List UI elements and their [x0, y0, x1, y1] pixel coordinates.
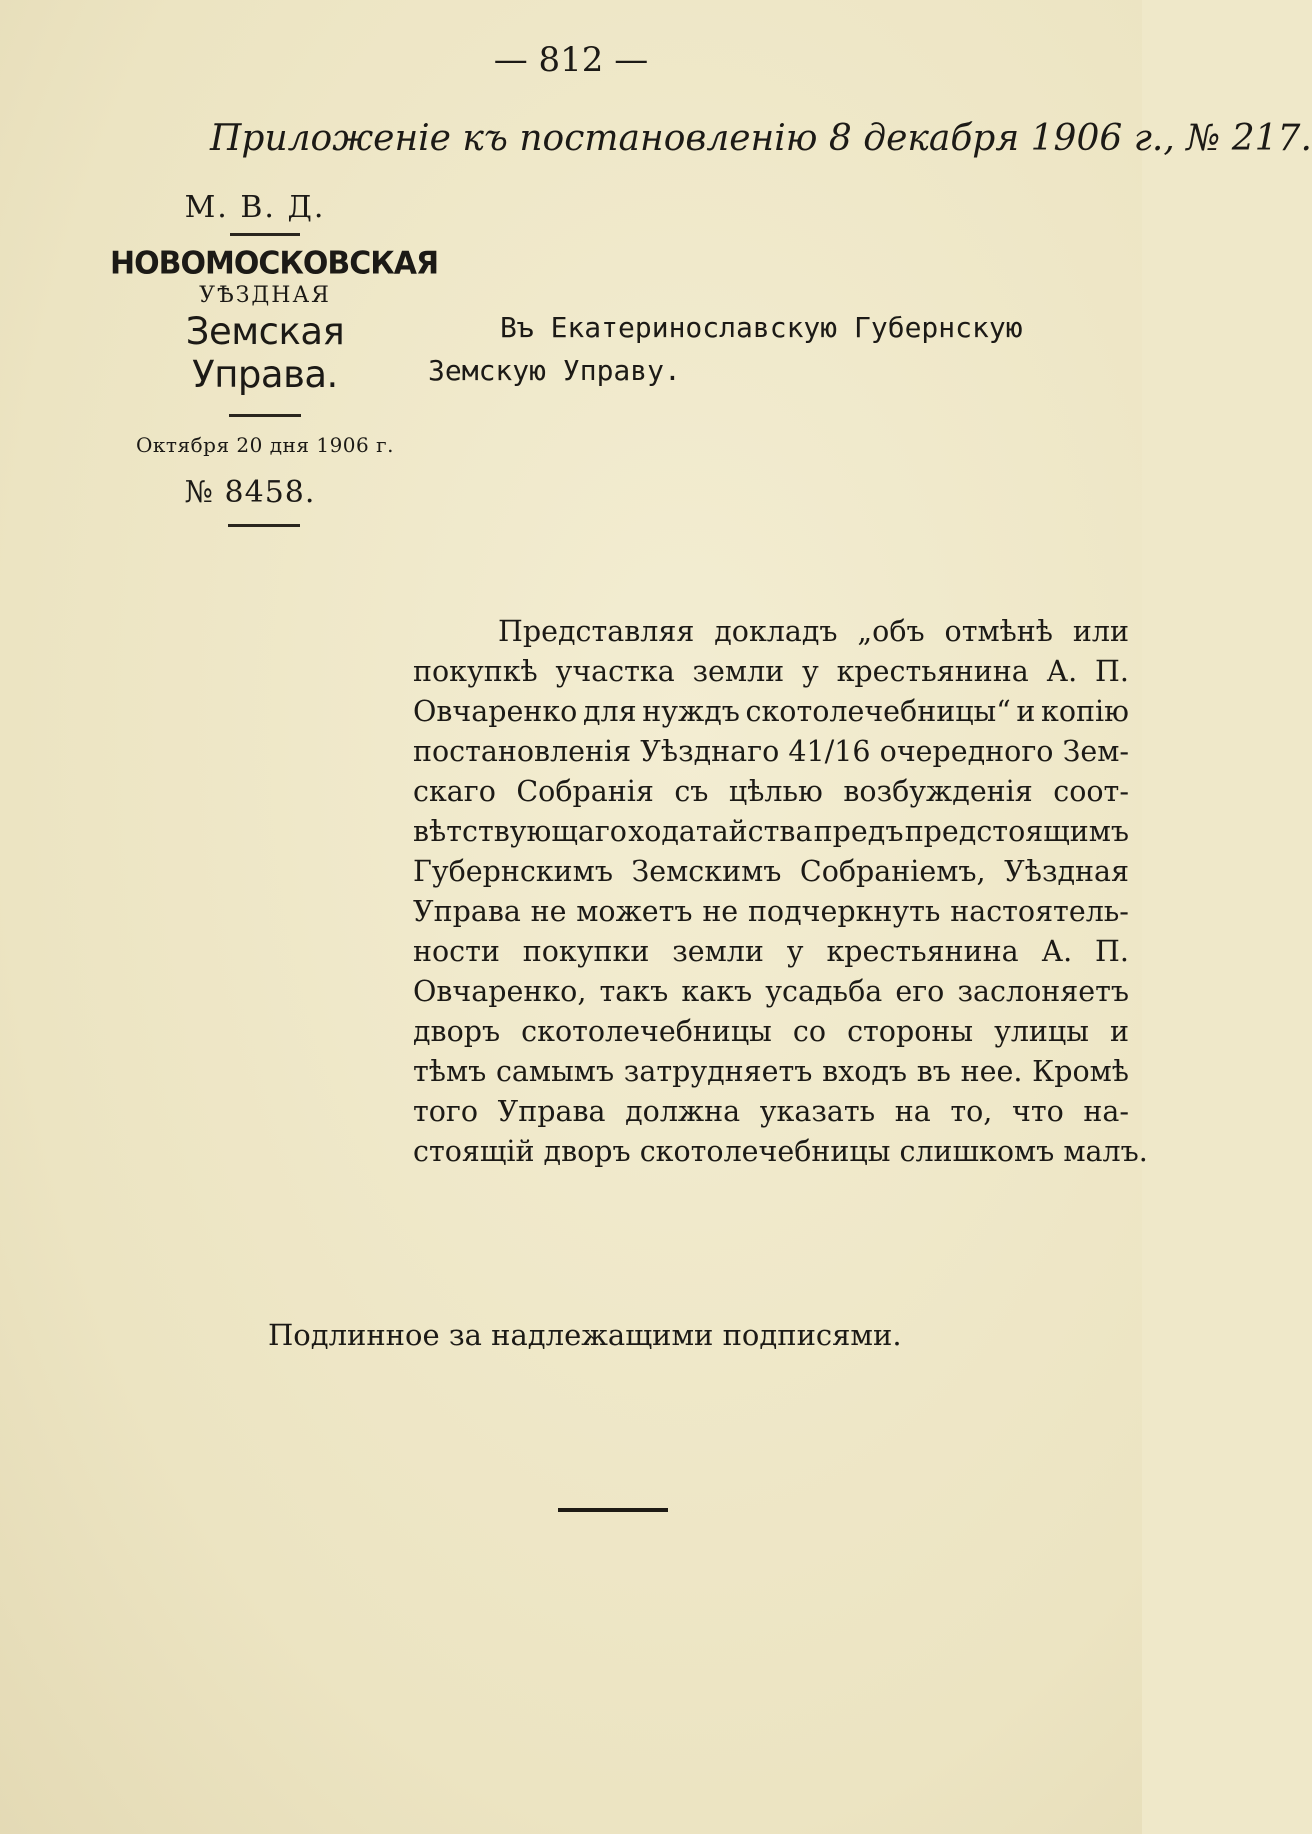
sender-block: [110, 190, 439, 527]
district-name: НОВОМОСКОВСКАЯ: [110, 245, 439, 282]
divider: [229, 414, 301, 417]
divider: [228, 524, 300, 527]
addressee-line: Въ Екатеринославскую Губернскую: [500, 311, 1023, 344]
addressee-line: Земскую Управу.: [428, 354, 681, 387]
appendix-heading: Приложеніе къ постановленію 8 декабря 1906 г., № 217.: [210, 118, 1312, 159]
body-line: покупкѣ участка земли у крестьянина А. П.: [413, 655, 1129, 688]
addressee: [428, 306, 1132, 392]
body-line: Управа не можетъ не подчеркнуть настоятель-: [413, 895, 1129, 928]
body-line: стоящій дворъ скотолечебницы слишкомъ малъ.: [413, 1135, 1148, 1168]
body-line: постановленія Уѣзднаго 41/16 очередного Зем-: [413, 735, 1129, 768]
end-rule: [558, 1508, 668, 1512]
uezd-label: УѢЗДНАЯ: [199, 283, 331, 308]
letter-date: Октября 20 дня 1906 г.: [136, 433, 394, 457]
letter-number: № 8458.: [184, 475, 316, 510]
body-line: тѣмъ самымъ затрудняетъ входъ въ нее. Кромѣ: [413, 1055, 1129, 1088]
body-line: ности покупки земли у крестьянина А. П.: [413, 935, 1129, 968]
body-line: скаго Собранія съ цѣлью возбужденія соот-: [413, 775, 1129, 808]
closing-note: Подлинное за надлежащими подписями.: [268, 1318, 902, 1352]
body-line: Овчаренко для нуждъ скотолечебницы“ и копію: [413, 695, 1129, 728]
body-line: Губернскимъ Земскимъ Собраніемъ, Уѣздная: [413, 855, 1129, 888]
body-line: того Управа должна указать на то, что на-: [413, 1095, 1129, 1128]
body-line: дворъ скотолечебницы со стороны улицы и: [413, 1015, 1129, 1048]
ministry-label: М. В. Д.: [184, 190, 326, 225]
body-line: Овчаренко, такъ какъ усадьба его заслоняетъ: [413, 975, 1129, 1008]
body-line: вѣтствующаго ходатайства предъ предстоящимъ: [413, 815, 1129, 848]
divider: [230, 233, 300, 236]
board-name: Земская Управа.: [185, 310, 345, 396]
page-number: — 812 —: [493, 40, 649, 80]
body-line: Представляя докладъ „объ отмѣнѣ или: [498, 615, 1129, 648]
letter-body: [413, 612, 1148, 1172]
